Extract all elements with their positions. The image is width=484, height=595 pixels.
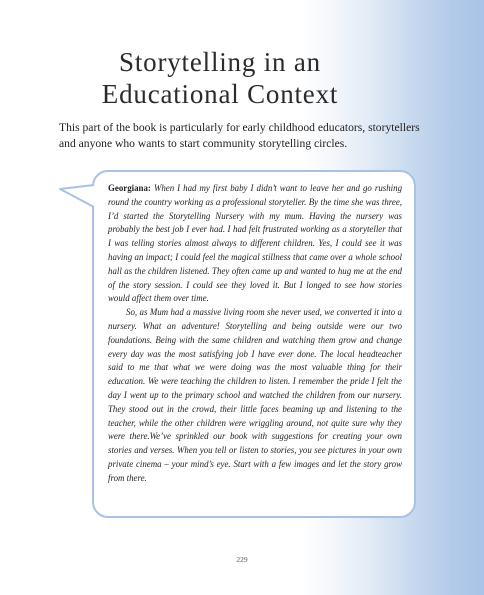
intro-paragraph: This part of the book is particularly for early childhood educators, storytellers and anyone who wants to start community storytelling circles.	[59, 121, 420, 150]
page-number: 229	[236, 555, 248, 564]
chapter-title	[60, 46, 380, 110]
speech-bubble-tail	[58, 183, 96, 209]
quote-paragraph-1	[108, 182, 402, 306]
quote-paragraph-1-text: When I had my first baby I didn’t want to leave her and go rushing round the country working as a professional storyteller. By the time she was three, I’d started the Storytelling Nursery with my mum. Having the nursery was probably the best job I ever had. I had felt frustrated working as a storyteller that I was telling stories almost always to different children. Yes, I could see it was having an impact; I could feel the magical stillness that came over a whole school hall as the children listened. They often came up and wanted to hug me at the end of the story session. I could see they loved it. But I longed to see how stories would affect them over time.	[108, 183, 403, 304]
speaker-name: Georgiana:	[108, 183, 151, 193]
speech-bubble	[92, 170, 416, 518]
quote-paragraph-2: So, as Mum had a massive living room she never used, we converted it into a nursery. What an adventure! Storytelling and being outside were our two foundations. Being with the same children and watching them grow and change every day was the most satisfying job I have ever done. The local headteacher said to me that what we were doing was the most valuable thing for their education. We were teaching the children to listen. I remember the pride I felt the day I went up to the primary school and watched the children from our nursery. They stood out in the crowd, their little faces beaming up and listening to the teacher, while the other children were wriggling around, not quite sure why they were there.We’ve sprinkled our book with suggestions for creating your own stories and verses. When you tell or listen to stories, you see pictures in your own private cinema – your mind’s eye. Start with a few images and let the story grow from there.	[108, 307, 402, 483]
chapter-title-line-2: Educational Context	[101, 79, 339, 109]
chapter-title-line-1: Storytelling in an	[119, 47, 321, 77]
